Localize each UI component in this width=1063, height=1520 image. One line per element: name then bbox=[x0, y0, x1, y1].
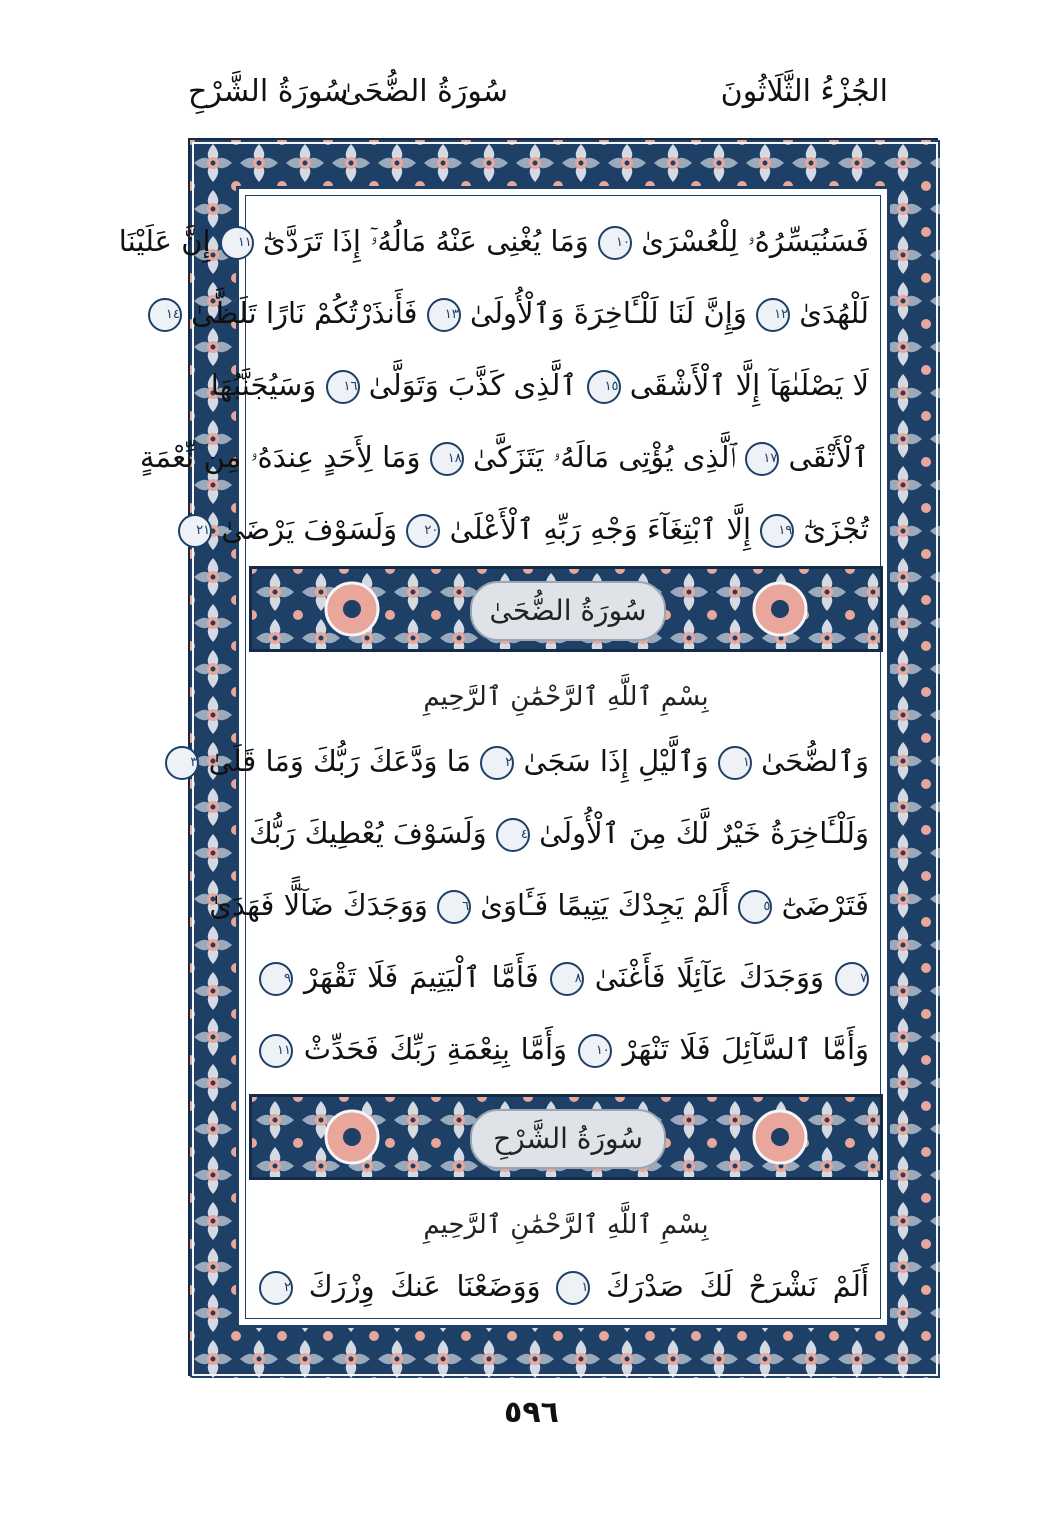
verse-text: تُجْزَىٰٓ bbox=[803, 512, 869, 546]
basmala-2: بِسْمِ ٱللَّهِ ٱلرَّحْمَٰنِ ٱلرَّحِيمِ bbox=[423, 1210, 709, 1240]
surah-banner-duha bbox=[249, 566, 883, 652]
verse-text: فَتَرْضَىٰٓ bbox=[781, 888, 869, 922]
ayah-number-marker: ٢٠ bbox=[406, 514, 440, 548]
ayah-number-marker: ١٣ bbox=[427, 298, 461, 332]
verse-text: أَلَمْ نَشْرَحْ لَكَ صَدْرَكَ bbox=[606, 1269, 870, 1303]
ayah-number-marker: ٦ bbox=[437, 890, 471, 924]
verse-text: وَمَا يُغْنِى عَنْهُ مَالُهُۥٓ إِذَا تَرَدَّىٰٓ bbox=[263, 224, 589, 258]
verse-text: وَلَسَوْفَ يَرْضَىٰ bbox=[221, 512, 398, 546]
ayah-number-marker: ١ bbox=[718, 746, 752, 780]
surah-title-duha: سُورَةُ الضُّحَىٰ bbox=[470, 581, 666, 641]
verse-line bbox=[165, 281, 869, 345]
ayah-number-marker: ٤ bbox=[496, 818, 530, 852]
verse-line bbox=[209, 873, 869, 937]
verse-line bbox=[139, 425, 869, 489]
ayah-number-marker: ١٠ bbox=[578, 1034, 612, 1068]
ayah-number-marker: ٩ bbox=[259, 962, 293, 996]
ayah-number-marker: ١٤ bbox=[148, 298, 182, 332]
verse-text: وَسَيُجَنَّبُهَا bbox=[210, 368, 317, 402]
verse-text: فَسَنُيَسِّرُهُۥ لِلْعُسْرَىٰ bbox=[641, 224, 869, 258]
verse-text: وَلَلْـَٔاخِرَةُ خَيْرٌ لَّكَ مِنَ ٱلْأُولَىٰ bbox=[539, 816, 869, 850]
verse-text: وَوَجَدَكَ عَآئِلًا فَأَغْنَىٰ bbox=[594, 960, 825, 994]
ayah-number-marker: ١٠ bbox=[598, 226, 632, 260]
verse-text: أَلَمْ يَجِدْكَ يَتِيمًا فَـَٔاوَىٰ bbox=[480, 888, 730, 922]
ayah-number-marker: ١٨ bbox=[430, 442, 464, 476]
verse-text: ٱلْأَتْقَى bbox=[788, 440, 869, 474]
verse-text: وَأَمَّا ٱلسَّآئِلَ فَلَا تَنْهَرْ bbox=[622, 1032, 870, 1066]
ayah-number-marker: ١٥ bbox=[587, 370, 621, 404]
juz-title: الجُزْءُ الثَّلَاثُونَ bbox=[720, 74, 888, 109]
ayah-number-marker: ٢ bbox=[480, 746, 514, 780]
verse-text: وَمَا لِأَحَدٍ عِندَهُۥ مِن نِّعْمَةٍ bbox=[139, 440, 421, 474]
ayah-number-marker: ٧ bbox=[835, 962, 869, 996]
surah-banner-sharh bbox=[249, 1094, 883, 1180]
page-header bbox=[188, 68, 888, 118]
verse-line bbox=[210, 353, 869, 417]
ayah-number-marker: ١٢ bbox=[756, 298, 790, 332]
verse-text: إِنَّ عَلَيْنَا bbox=[118, 224, 211, 258]
verse-text: ٱلَّذِى كَذَّبَ وَتَوَلَّىٰ bbox=[368, 368, 578, 402]
verse-line bbox=[259, 945, 869, 1009]
ayah-number-marker: ١٦ bbox=[326, 370, 360, 404]
verse-text: فَأَنذَرْتُكُمْ نَارًا تَلَظَّىٰ bbox=[191, 296, 418, 330]
page-number: ٥٩٦ bbox=[504, 1395, 559, 1430]
verse-text: وَأَمَّا بِنِعْمَةِ رَبِّكَ فَحَدِّثْ bbox=[303, 1032, 568, 1066]
verse-text: وَإِنَّ لَنَا لَلْـَٔاخِرَةَ وَٱلْأُولَىٰ bbox=[469, 296, 747, 330]
verse-text: وَٱلَّيْلِ إِذَا سَجَىٰ bbox=[523, 744, 709, 778]
verse-text: وَوَجَدَكَ ضَآلًّا فَهَدَىٰ bbox=[209, 888, 428, 922]
verse-line bbox=[190, 729, 869, 793]
verse-line bbox=[259, 1017, 869, 1081]
ayah-number-marker: ٥ bbox=[738, 890, 772, 924]
ayah-number-marker: ١١ bbox=[259, 1034, 293, 1068]
basmala-1: بِسْمِ ٱللَّهِ ٱلرَّحْمَٰنِ ٱلرَّحِيمِ bbox=[423, 682, 709, 712]
verse-text: مَا وَدَّعَكَ رَبُّكَ وَمَا قَلَىٰ bbox=[208, 744, 472, 778]
decorative-border bbox=[118, 138, 938, 1376]
verse-text: لَا يَصْلَىٰهَآ إِلَّا ٱلْأَشْقَى bbox=[629, 368, 869, 402]
verse-line bbox=[248, 801, 869, 865]
ayah-number-marker: ١١ bbox=[220, 226, 254, 260]
verse-line bbox=[118, 209, 869, 273]
verse-line bbox=[196, 497, 869, 561]
verse-text: وَٱلضُّحَىٰ bbox=[761, 744, 869, 778]
ayah-number-marker: ٨ bbox=[550, 962, 584, 996]
verse-line bbox=[259, 1254, 869, 1318]
ayah-number-marker: ٣ bbox=[165, 746, 199, 780]
ayah-number-marker: ٢١ bbox=[178, 514, 212, 548]
surah-name-center: سُورَةُ الضُّحَىٰ bbox=[339, 74, 508, 109]
verse-text: فَأَمَّا ٱلْيَتِيمَ فَلَا تَقْهَرْ bbox=[304, 960, 539, 994]
verse-text: وَوَضَعْنَا عَنكَ وِزْرَكَ bbox=[308, 1269, 541, 1303]
text-panel bbox=[118, 186, 890, 1328]
surah-name-left: سُورَةُ الشَّرْحِ bbox=[188, 74, 349, 109]
ayah-number-marker: ٢ bbox=[259, 1271, 293, 1305]
verse-text: لَلْهُدَىٰ bbox=[799, 296, 869, 330]
verse-text: إِلَّا ٱبْتِغَآءَ وَجْهِ رَبِّهِ ٱلْأَعْلَىٰ bbox=[449, 512, 752, 546]
surah-title-sharh: سُورَةُ الشَّرْحِ bbox=[470, 1109, 666, 1169]
ayah-number-marker: ١٧ bbox=[745, 442, 779, 476]
verse-text: وَلَسَوْفَ يُعْطِيكَ رَبُّكَ bbox=[248, 816, 487, 850]
ayah-number-marker: ١ bbox=[556, 1271, 590, 1305]
ayah-number-marker: ١٩ bbox=[760, 514, 794, 548]
verse-text: ٱلَّذِى يُؤْتِى مَالَهُۥ يَتَزَكَّىٰ bbox=[472, 440, 737, 474]
